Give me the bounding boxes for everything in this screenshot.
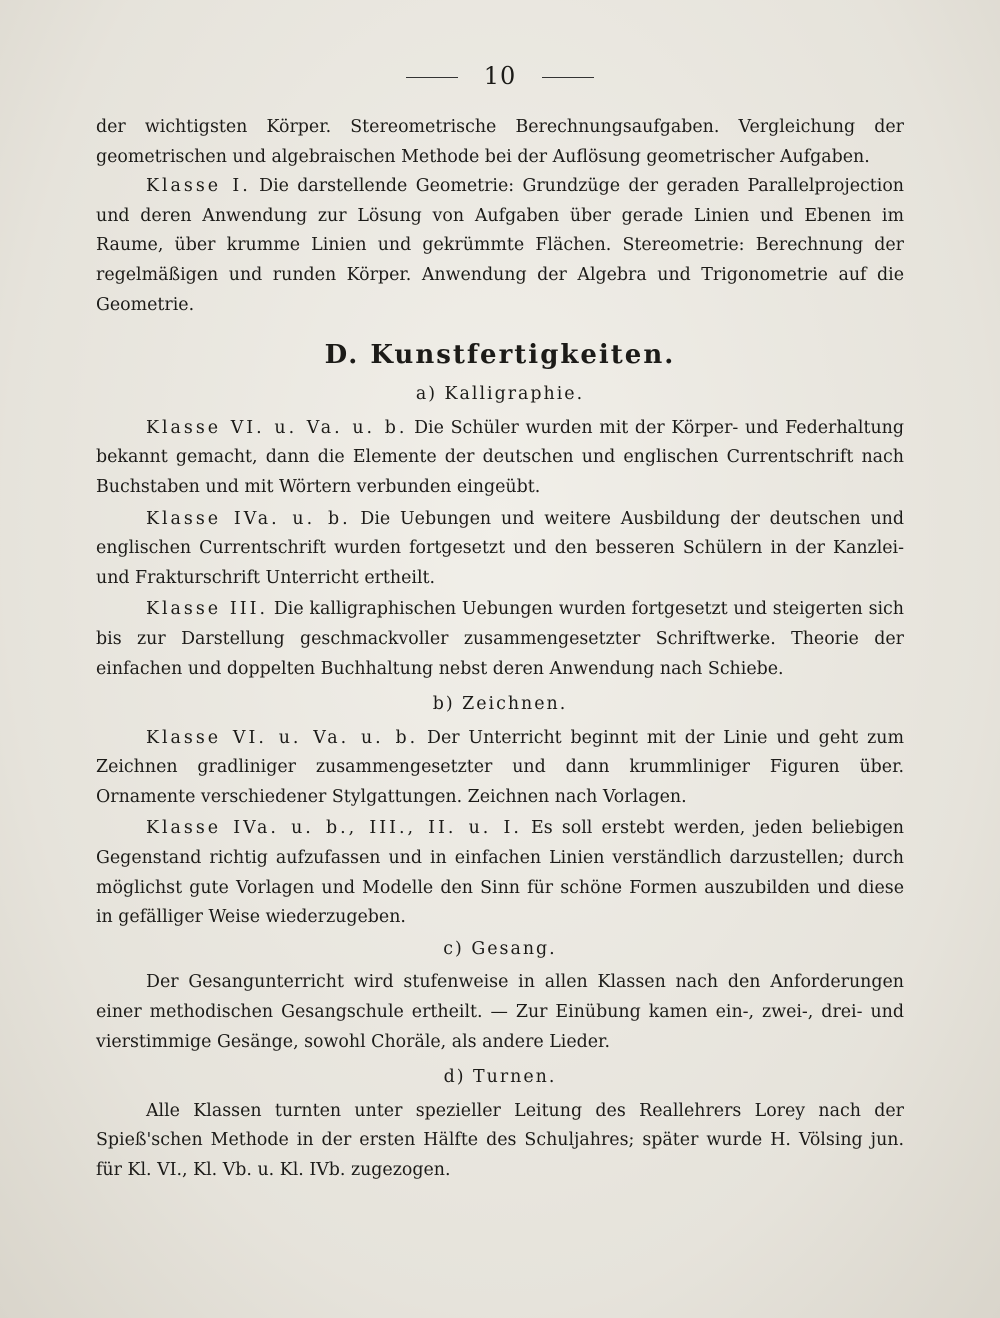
subsection-title-turnen: d) Turnen. (443, 1067, 557, 1088)
page-number: 10 (483, 62, 517, 90)
paragraph-zeichnen-1 (96, 724, 904, 813)
paragraph-turnen: Alle Klassen turnten unter spezieller Leitung des Reallehrers Lorey nach der Spieß'schen Methode in der ersten Hälfte des Schuljahres; später wurde H. Völsing jun. für Kl. VI., Kl. Vb. u. Kl. IVb. zugezogen. (96, 1100, 904, 1180)
header-rule-right (542, 77, 594, 78)
paragraph-gesang: Der Gesangunterricht wird stufenweise in allen Klassen nach den Anforderungen einer methodischen Gesangschule ertheilt. — Zur Einübung kamen ein-, zwei-, drei- und vierstimmige Gesänge, sowohl Choräle, als andere Lieder. (96, 972, 904, 1052)
paragraph-text: Die Schüler wurden mit der Körper- und Federhaltung bekannt gemacht, dann die Elemente der deutschen und englischen Currentschrift nach Buchstaben und mit Wörtern verbunden eingeübt. (96, 417, 904, 497)
paragraph-continued: der wichtigsten Körper. Stereometrische Berechnungsaufgaben. Vergleichung der geometrischen und algebraischen Methode bei der Auflösung geometrischer Aufgaben. (96, 117, 904, 167)
klasse-label: Klasse VI. u. Va. u. b. (146, 417, 408, 438)
klasse-label: Klasse IVa. u. b. (146, 508, 351, 529)
klasse-label: Klasse IVa. u. b., III., II. u. I. (146, 818, 522, 839)
paragraph-text: Die darstellende Geometrie: Grundzüge der geraden Parallelprojection und deren Anwendung zur Lösung von Aufgaben über gerade Linien und Ebenen im Raume, über krumme Linien und gekrümmte Flächen. Stereometrie: Berechnung der regelmäßigen und runden Körper. Anwendung der Algebra und Trigonometrie auf die Geometrie. (96, 176, 904, 315)
klasse-label: Klasse III. (146, 599, 269, 620)
paragraph-kalligraphie-2 (96, 505, 904, 594)
paragraph-text: Die kalligraphischen Uebungen wurden fortgesetzt und steigerten sich bis zur Darstellung geschmackvoller zusammengesetzter Schriftwerke. Theorie der einfachen und doppelten Buchhaltung nebst deren Anwendung nach Schiebe. (96, 599, 904, 679)
klasse-label: Klasse VI. u. Va. u. b. (146, 727, 419, 748)
paragraph-kalligraphie-1 (96, 414, 904, 503)
paragraph-zeichnen-2 (96, 814, 904, 932)
paragraph-klasse-i (96, 172, 904, 320)
klasse-label: Klasse I. (146, 176, 251, 197)
page-header (0, 62, 1000, 90)
subsection-title-zeichnen: b) Zeichnen. (432, 694, 568, 715)
paragraph-kalligraphie-3 (96, 595, 904, 684)
paragraph-text: Die Uebungen und weitere Ausbildung der deutschen und englischen Currentschrift wurden fortgesetzt und den besseren Schülern in der Kanzlei- und Frakturschrift Unterricht ertheilt. (96, 508, 904, 588)
page-body (96, 113, 904, 1186)
section-title: D. Kunstfertigkeiten. (324, 340, 676, 371)
subsection-title-kalligraphie: a) Kalligraphie. (415, 384, 585, 405)
header-rule-left (406, 77, 458, 78)
paragraph-text: Der Unterricht beginnt mit der Linie und geht zum Zeichnen gradliniger zusammengesetzter und dann krummliniger Figuren über. Ornamente verschiedener Stylgattungen. Zeichnen nach Vorlagen. (96, 727, 904, 807)
subsection-title-gesang: c) Gesang. (443, 938, 557, 959)
paragraph-text: Es soll erstebt werden, jeden beliebigen Gegenstand richtig aufzufassen und in einfachen Linien verständlich darzustellen; durch möglichst gute Vorlagen und Modelle den Sinn für schöne Formen auszubilden und diese in gefälliger Weise wiederzugeben. (96, 818, 905, 928)
